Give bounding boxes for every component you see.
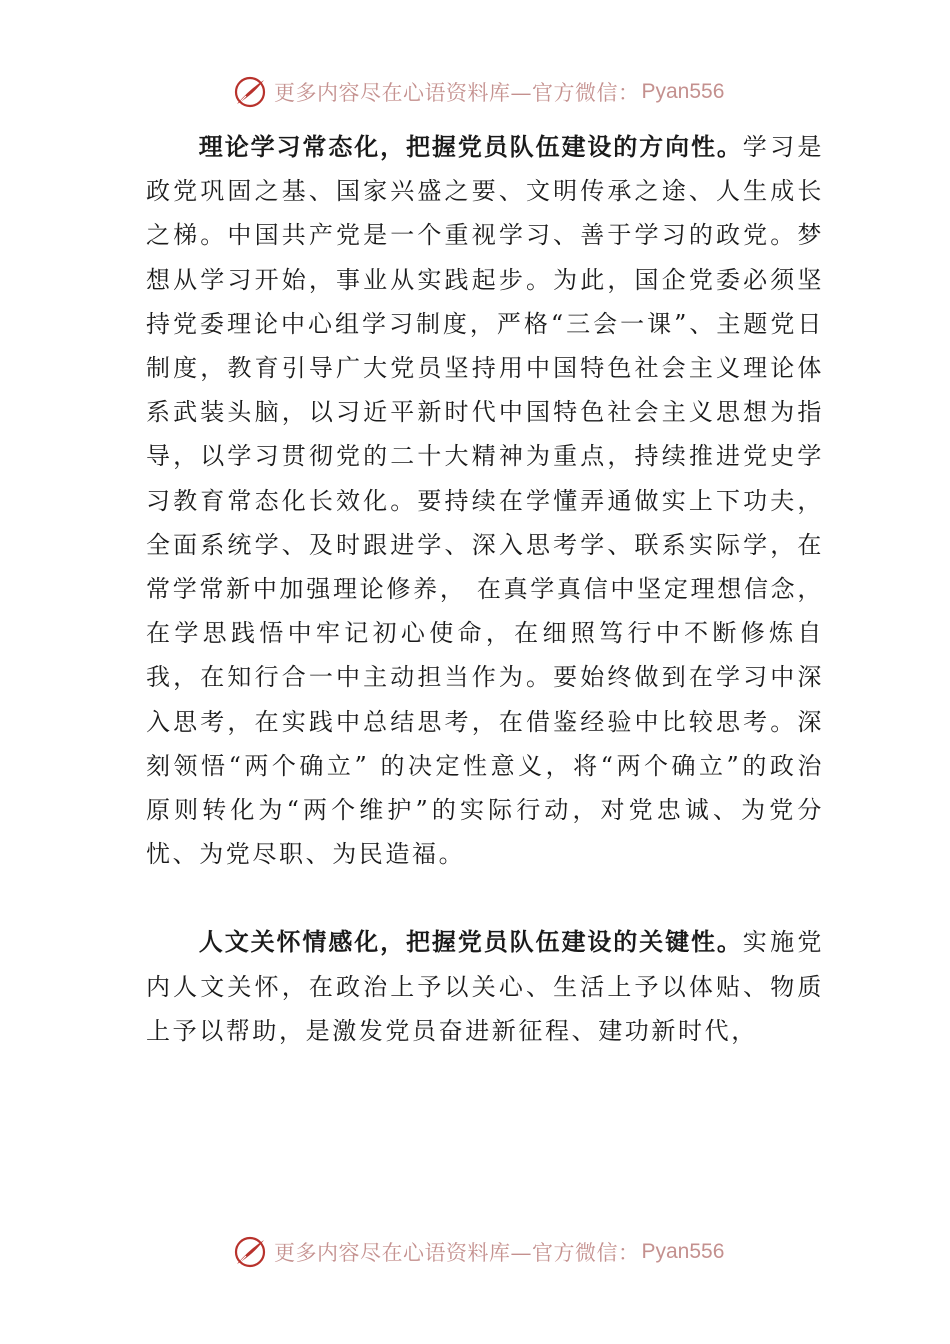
paragraph-1 [146, 125, 824, 876]
paragraph-2-text: 实施党内人文关怀，在政治上予以关心、生活上予以体贴、物质上予以帮助，是激发党员奋进新征程、建功新时代， [146, 928, 824, 1045]
paragraph-1-text: 学习是政党巩固之基、国家兴盛之要、文明传承之途、人生成长之梯。中国共产党是一个重视学习、善于学习的政党。梦想从学习开始，事业从实践起步。为此，国企党委必须坚持党委理论中心组学习制度，严格“三会一课”、主题党日制度，教育引导广大党员坚持用中国特色社会主义理论体系武装头脑，以习近平新时代中国特色社会主义思想为指导，以学习贯彻党的二十大精神为重点，持续推进党史学习教育常态化长效化。要持续在学懂弄通做实上下功夫，全面系统学、及时跟进学、深入思考学、联系实际学，在常学常新中加强理论修养， 在真学真信中坚定理想信念，在学思践悟中牢记初心使命，在细照笃行中不断修炼自我，在知行合一中主动担当作为。要始终做到在学习中深入思考，在实践中总结思考，在借鉴经验中比较思考。深刻领悟“两个确立” 的决定性意义，将“两个确立”的政治原则转化为“两个维护”的实际行动，对党忠诚、为党分忧、为党尽职、为民造福。 [146, 133, 824, 869]
paragraph-2 [146, 920, 824, 1053]
footer-banner [232, 1232, 752, 1272]
header-wechat-id: Pyan556 [641, 80, 725, 103]
paragraph-1-heading: 理论学习常态化，把握党员队伍建设的方向性。 [198, 133, 743, 161]
footer-banner-text: 更多内容尽在心语资料库—官方微信： [274, 1241, 640, 1265]
header-banner-text: 更多内容尽在心语资料库—官方微信： [274, 81, 640, 105]
header-banner [232, 72, 752, 112]
paragraph-2-heading: 人文关怀情感化，把握党员队伍建设的关键性。 [198, 928, 743, 957]
feather-pen-logo-icon [232, 74, 268, 110]
document-body [146, 125, 824, 1053]
feather-pen-logo-icon [232, 1234, 268, 1270]
footer-wechat-id: Pyan556 [641, 1240, 725, 1263]
